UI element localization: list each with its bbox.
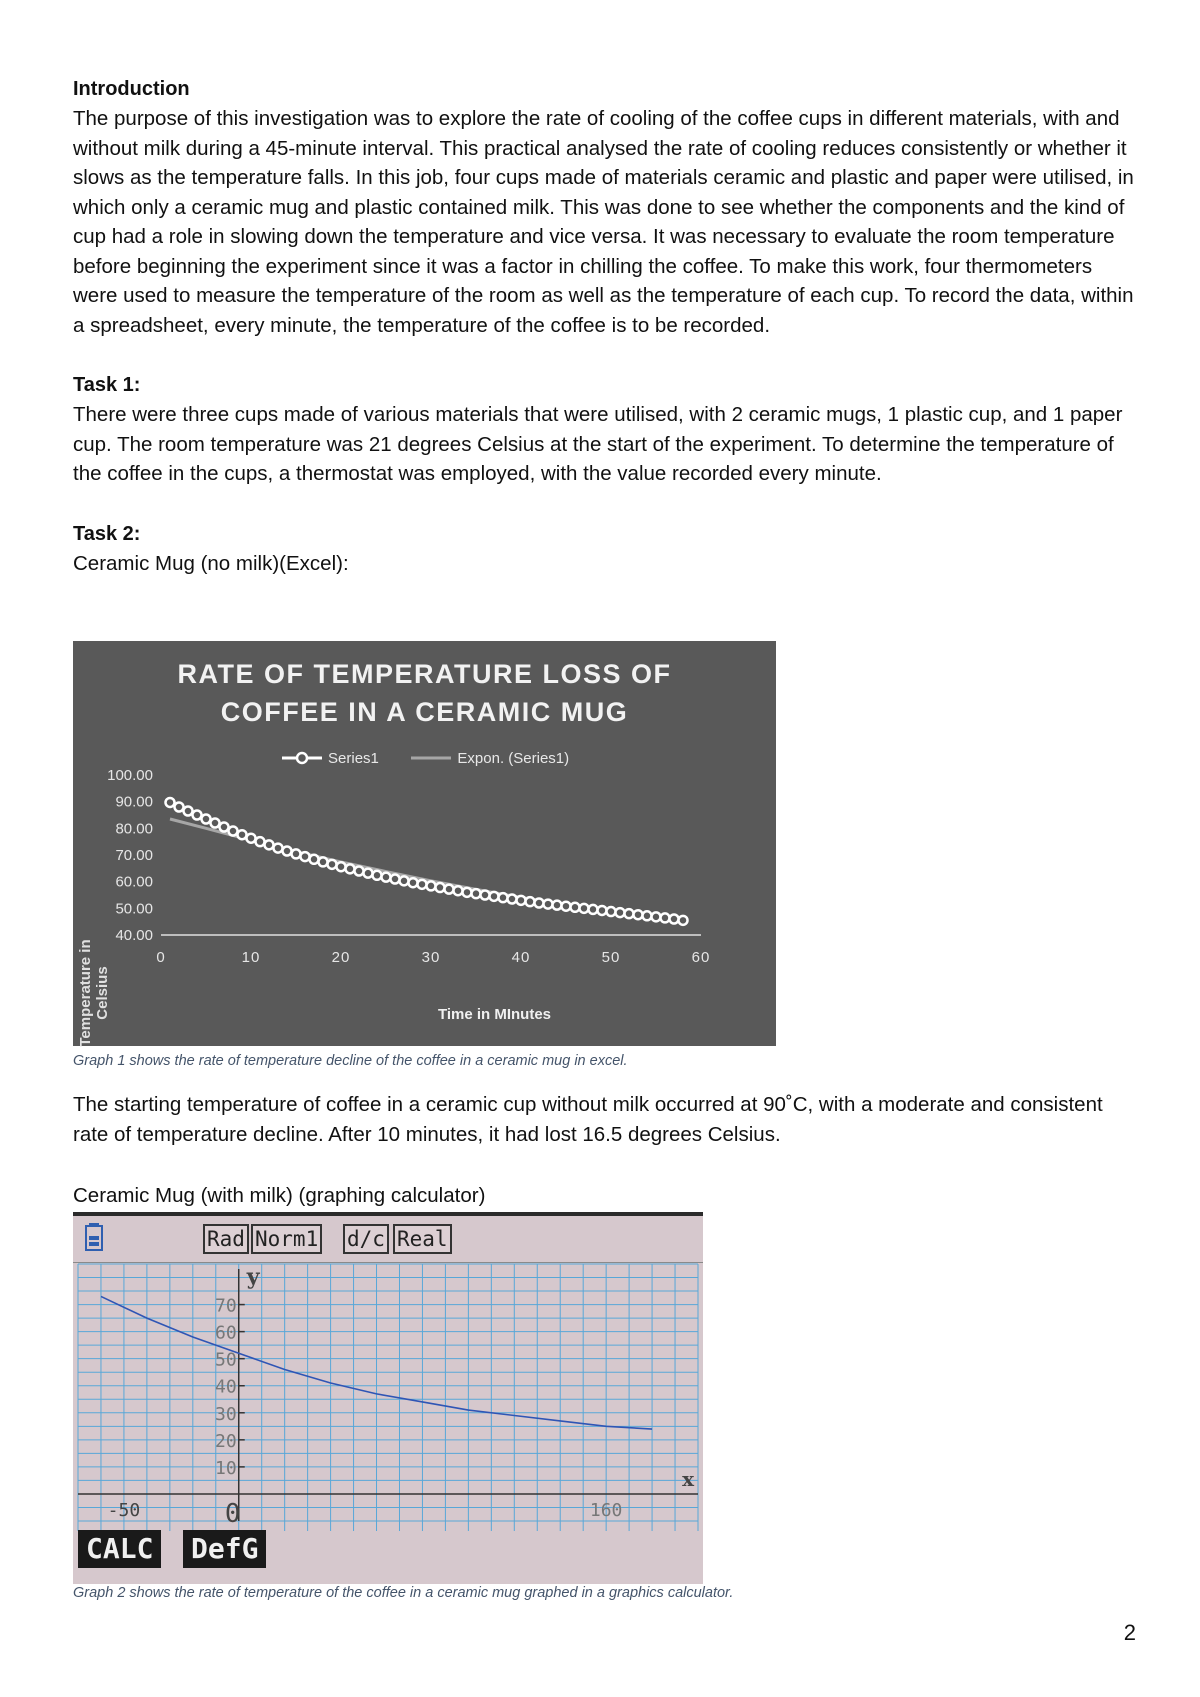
y-tick-label: 70 <box>215 1295 237 1317</box>
x-tick-label: 30 <box>421 949 441 966</box>
y-tick-label: 80.00 <box>115 820 153 838</box>
legend-label-trend: Expon. (Series1) <box>457 749 570 767</box>
series1-point <box>535 899 544 908</box>
series1-point <box>625 909 634 918</box>
series1-point <box>337 862 346 871</box>
series1-point <box>499 893 508 902</box>
x-axis-label: Time in MInutes <box>437 1006 552 1023</box>
calc-mode-real: Real <box>393 1224 452 1254</box>
intro-heading: Introduction <box>73 78 190 100</box>
x-tick-label: -50 <box>107 1499 141 1521</box>
series1-point <box>202 815 211 824</box>
x-tick-label: 10 <box>241 949 261 966</box>
calc-mode-norm: Norm1 <box>251 1224 322 1254</box>
series1-point <box>220 823 229 832</box>
x-tick-label: 60 <box>691 949 711 966</box>
series1-point <box>463 888 472 897</box>
y-axis-letter: y <box>246 1264 260 1290</box>
series1-point <box>517 896 526 905</box>
series1-point <box>670 915 679 924</box>
series1-point <box>238 830 247 839</box>
series1-point <box>382 873 391 882</box>
series1-point <box>355 867 364 876</box>
series1-point <box>346 864 355 873</box>
series1-point <box>274 844 283 853</box>
series1-point <box>301 852 310 861</box>
series1-point <box>310 855 319 864</box>
y-tick-label: 70.00 <box>115 847 153 864</box>
series1-point <box>427 881 436 890</box>
series1-point <box>418 880 427 889</box>
legend-label-series1: Series1 <box>328 749 379 767</box>
task2-subheading-calculator: Ceramic Mug (with milk) (graphing calculator) <box>73 1184 486 1207</box>
series1-point <box>364 869 373 878</box>
series1-point <box>391 875 400 884</box>
task2-paragraph: The starting temperature of coffee in a ceramic cup without milk occurred at 90˚C, with a moderate and consistent rate of temperature decline. After 10 minutes, it had lost 16.5 degrees Celsius. <box>73 1093 1103 1146</box>
series1-line <box>170 802 683 920</box>
series1-point <box>652 912 661 921</box>
series1-point <box>229 827 238 836</box>
series1-point <box>193 811 202 820</box>
series1-point <box>571 903 580 912</box>
series1-point <box>409 878 418 887</box>
defg-key[interactable]: DefG <box>183 1530 266 1568</box>
calc-key[interactable]: CALC <box>78 1530 161 1568</box>
task1-paragraph: There were three cups made of various materials that were utilised, with 2 ceramic mugs, 1 plastic cup, and 1 paper cup. The room temperature was 21 degrees Celsius at the start of the experiment. To determine the temperature of the coffee in the cups, a thermostat was employed, with the value recorded every minute. <box>73 403 1123 485</box>
series1-point <box>265 840 274 849</box>
x-tick-label: 20 <box>331 949 351 966</box>
x-tick-label: 0 <box>156 949 166 966</box>
series1-point <box>184 807 193 816</box>
series1-point <box>247 834 256 843</box>
series1-point <box>436 883 445 892</box>
chart-title-line2: COFFEE IN A CERAMIC MUG <box>220 697 629 727</box>
series1-point <box>643 911 652 920</box>
series1-point <box>526 897 535 906</box>
x-tick-label: 40 <box>511 949 531 966</box>
series1-point <box>607 907 616 916</box>
series1-point <box>256 837 265 846</box>
series1-point <box>598 906 607 915</box>
series1-point <box>400 876 409 885</box>
series1-point <box>292 849 301 858</box>
series1-point <box>544 900 553 909</box>
series1-point <box>679 916 688 925</box>
series1-point <box>490 892 499 901</box>
calculator-screen <box>73 1212 703 1584</box>
x-tick-label: 160 <box>589 1499 623 1521</box>
series1-point <box>472 889 481 898</box>
series1-point <box>589 905 598 914</box>
task2-subheading-excel: Ceramic Mug (no milk)(Excel): <box>73 551 349 575</box>
y-tick-label: 40.00 <box>115 927 153 944</box>
y-tick-label: 10 <box>215 1457 237 1479</box>
page-number: 2 <box>1123 1620 1136 1645</box>
x-axis-letter: x <box>682 1466 694 1491</box>
y-tick-label: 60 <box>215 1322 237 1344</box>
series1-point <box>562 902 571 911</box>
series1-point <box>508 895 517 904</box>
calculator-graph <box>73 1216 703 1584</box>
series1-point <box>166 798 175 807</box>
y-tick-label: 60.00 <box>115 873 153 891</box>
y-tick-label: 50 <box>215 1349 237 1371</box>
document-body <box>73 74 1135 578</box>
origin-label: 0 <box>224 1498 241 1529</box>
graph2-caption: Graph 2 shows the rate of temperature of the coffee in a ceramic mug graphed in a graphics calculator. <box>73 1585 734 1601</box>
series1-point <box>661 913 670 922</box>
calc-mode-rad: Rad <box>203 1224 249 1254</box>
series1-point <box>319 857 328 866</box>
series1-point <box>580 904 589 913</box>
series1-point <box>211 819 220 828</box>
series1-point <box>454 886 463 895</box>
series1-point <box>553 901 562 910</box>
chart-title-line1: RATE OF TEMPERATURE LOSS OF <box>177 659 672 689</box>
series1-point <box>616 908 625 917</box>
series1-point <box>445 885 454 894</box>
task1-heading: Task 1: <box>73 374 141 396</box>
series1-point <box>481 891 490 900</box>
y-tick-label: 100.00 <box>107 767 153 784</box>
y-tick-label: 20 <box>215 1430 237 1452</box>
series1-point <box>373 871 382 880</box>
y-tick-label: 90.00 <box>115 793 153 811</box>
excel-plot-area <box>73 641 776 1046</box>
x-tick-label: 50 <box>601 949 621 966</box>
series1-point <box>175 803 184 812</box>
intro-paragraph: The purpose of this investigation was to explore the rate of cooling of the coffee cups in different materials, with and without milk during a 45-minute interval. This practical analysed the rate of cooling reduces consistently or whether it slows as the temperature falls. In this job, four cups made of materials ceramic and plastic and paper were utilised, in which only a ceramic mug and plastic contained milk. This was done to see whether the components and the kind of cup had a role in slowing down the temperature and vice versa. It was necessary to evaluate the room temperature before beginning the experiment since it was a factor in chilling the coffee. To make this work, four thermometers were used to measure the temperature of the room as well as the temperature of each cup. To record the data, within a spreadsheet, every minute, the temperature of the coffee is to be recorded. <box>73 107 1134 337</box>
series1-point <box>328 860 337 869</box>
series1-point <box>283 847 292 856</box>
y-axis-label: Temperature in Celsius <box>77 939 111 1047</box>
series1-point <box>634 910 643 919</box>
calc-mode-dc: d/c <box>343 1224 389 1254</box>
y-tick-label: 40 <box>215 1376 237 1398</box>
y-tick-label: 30 <box>215 1403 237 1425</box>
graph1-caption: Graph 1 shows the rate of temperature decline of the coffee in a ceramic mug in excel. <box>73 1053 628 1069</box>
excel-chart <box>73 641 776 1046</box>
task2-heading: Task 2: <box>73 522 141 545</box>
y-tick-label: 50.00 <box>115 900 153 918</box>
